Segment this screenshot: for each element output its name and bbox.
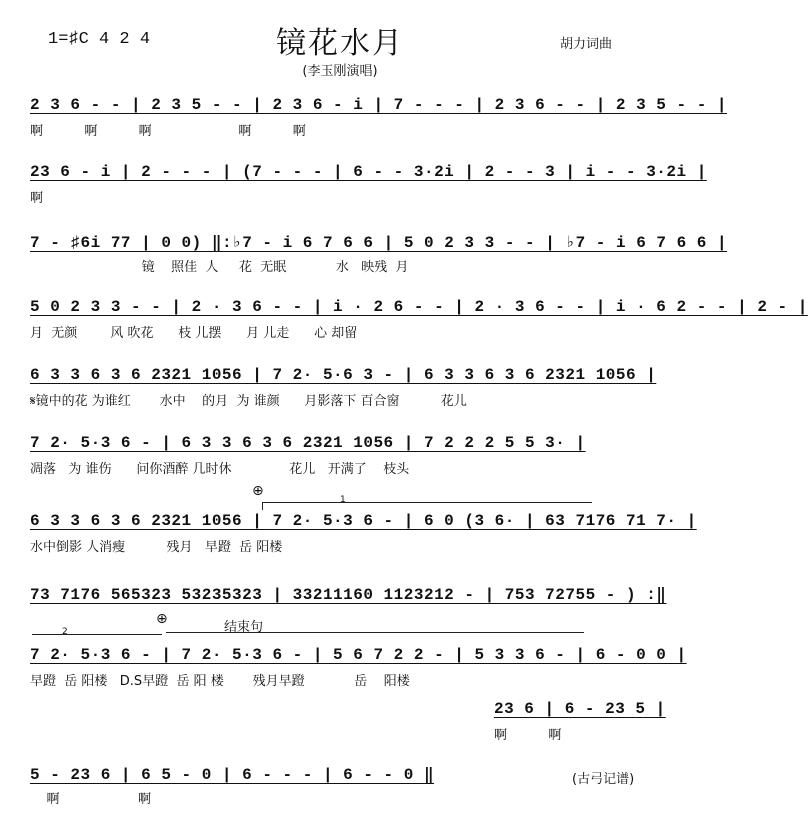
notes-row-10: 23 6 | 6 - 23 5 | — [494, 700, 666, 718]
coda-sign-ending: ⊕ — [156, 611, 168, 627]
lyrics-row-9: 早蹬 岳 阳楼 D.S早蹬 岳 阳 楼 残月早蹬 岳 阳楼 — [30, 674, 410, 689]
score-row-10 — [494, 700, 664, 748]
lyrics-row-6: 凋落 为 谁伤 问你酒醉 几时休 花儿 开满了 枝头 — [30, 462, 410, 477]
lyrics-row-3: 镜 照佳 人 花 无眠 水 映残 月 — [30, 260, 409, 275]
notes-row-11: 5 - 23 6 | 6 5 - 0 | 6 - - - | 6 - - 0 ‖ — [30, 766, 435, 784]
notes-row-7: 6 3 3 6 3 6 2321 1056 | 7 2· 5·3 6 - | 6 0 (3 6· | 63 7176 71 7· | — [30, 512, 697, 530]
score-row-6 — [30, 434, 660, 482]
ending-label: 结束句 — [224, 620, 264, 635]
lyrics-row-4: 月 无颜 风 吹花 枝 儿摆 月 儿走 心 却留 — [30, 326, 358, 341]
volta-number-2: 2 — [62, 627, 68, 637]
lyrics-row-5: 𝄋镜中的花 为谁红 水中 的月 为 谁颜 月影落下 百合窗 花儿 — [30, 394, 467, 409]
lyrics-row-1: 啊 啊 啊 啊 啊 — [30, 124, 306, 139]
song-title: 镜花水月 — [276, 26, 404, 61]
score-row-9 — [30, 646, 687, 694]
score-row-1 — [30, 96, 728, 144]
key-signature: 1=♯C 4 2 4 — [48, 30, 151, 49]
notes-row-2: 23 6 - i | 2 - - - | (7 - - - | 6 - - 3·2i | 2 - - 3 | i - - 3·2i | — [30, 163, 707, 181]
notes-row-8: 73 7176 565323 53235323 | 33211160 1123212 - | 753 72755 - ) :‖ — [30, 586, 667, 604]
score-row-8 — [30, 584, 667, 632]
score-row-2 — [30, 163, 707, 211]
coda-sign: ⊕ — [252, 483, 264, 499]
lyrics-row-2: 啊 — [30, 191, 44, 206]
composer-credit: 胡力词曲 — [560, 37, 613, 52]
score-row-7 — [30, 512, 697, 560]
volta-bracket-2 — [32, 634, 162, 635]
volta-bracket-1 — [262, 502, 592, 503]
notes-row-5: 6 3 3 6 3 6 2321 1056 | 7 2· 5·6 3 - | 6 3 3 6 3 6 2321 1056 | — [30, 366, 657, 384]
notes-row-6: 7 2· 5·3 6 - | 6 3 3 6 3 6 2321 1056 | 7 2 2 2 5 5 3· | — [30, 434, 586, 452]
notes-row-1: 2 3 6 - - | 2 3 5 - - | 2 3 6 - i | 7 - - - | 2 3 6 - - | 2 3 5 - - | — [30, 96, 728, 114]
lyrics-row-10: 啊 啊 — [494, 728, 562, 743]
notes-row-3: 7 - ♯6i 77 | 0 0) ‖:♭7 - i 6 7 6 6 | 5 0 2 3 3 - - | ♭7 - i 6 7 6 6 | — [30, 234, 728, 252]
score-row-5 — [30, 366, 660, 414]
ending-bracket — [166, 632, 584, 633]
lyrics-row-11: 啊 啊 — [30, 792, 152, 807]
volta-number-1: 1 — [340, 495, 346, 505]
score-row-3 — [30, 232, 728, 280]
score-row-11 — [30, 764, 435, 812]
notes-row-4: 5 0 2 3 3 - - | 2 · 3 6 - - | i · 2 6 - - | 2 · 3 6 - - | i · 6 2 - - | 2 - | — [30, 298, 808, 316]
notes-row-9: 7 2· 5·3 6 - | 7 2· 5·3 6 - | 5 6 7 2 2 - | 5 3 3 6 - | 6 - 0 0 | — [30, 646, 687, 664]
volta-bracket-1-tick — [262, 502, 263, 510]
score-row-4 — [30, 298, 808, 346]
transcriber-credit: (古弓记谱) — [572, 772, 635, 787]
lyrics-row-7: 水中倒影 人消瘦 残月 早蹬 岳 阳楼 — [30, 540, 283, 555]
singer-credit: (李玉刚演唱) — [302, 64, 378, 79]
